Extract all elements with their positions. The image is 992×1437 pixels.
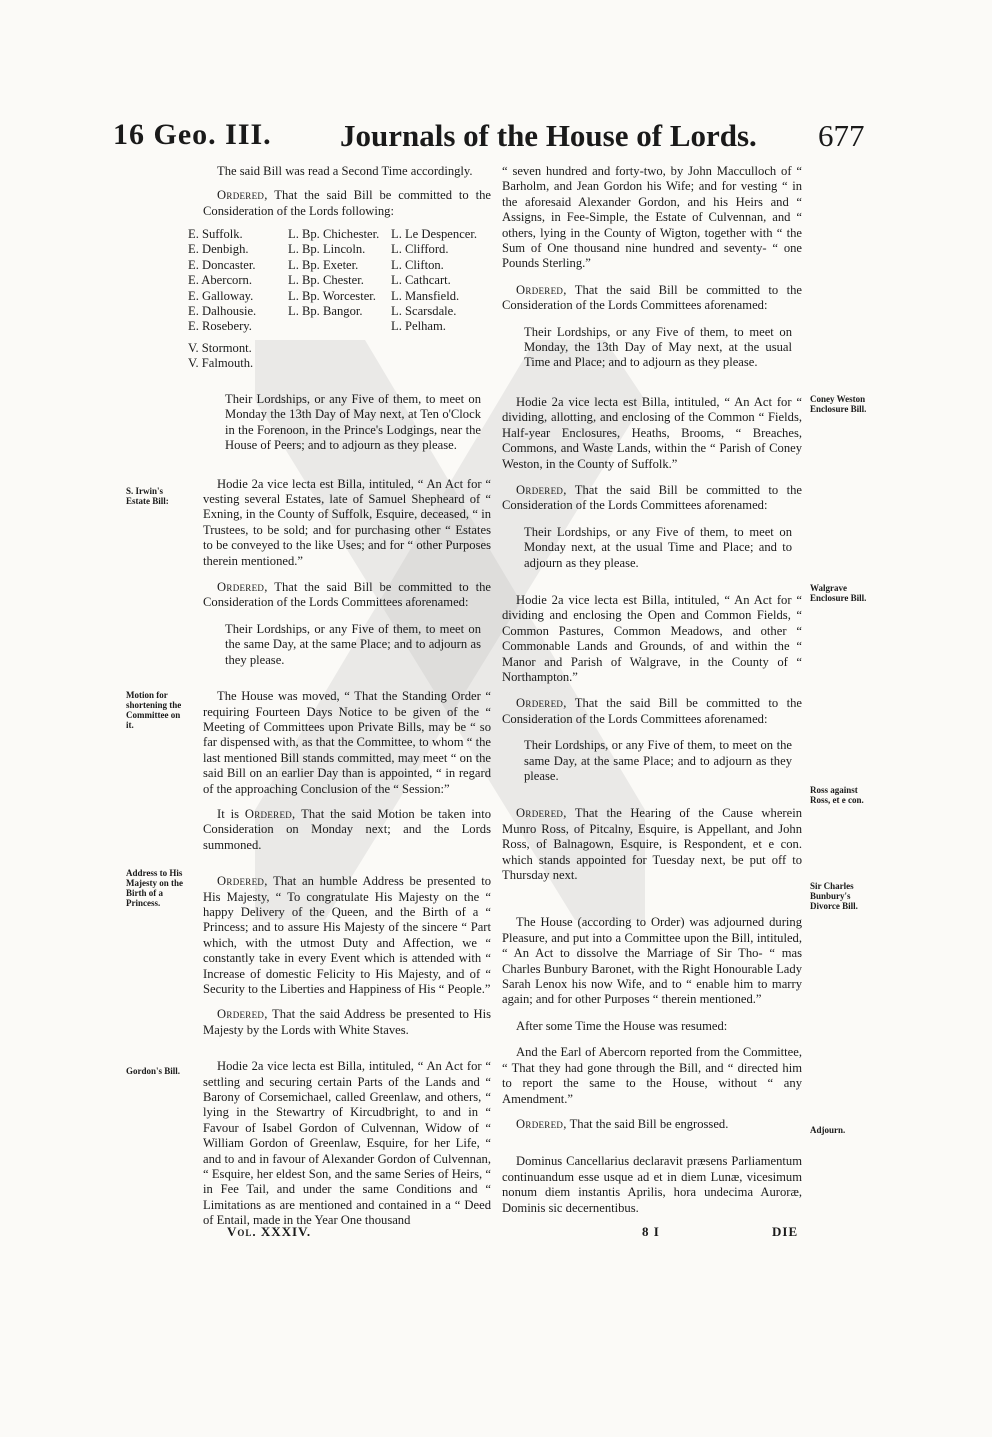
right-p2 — [502, 283, 802, 314]
ordered-label: Ordered, — [217, 1007, 268, 1022]
ordered-label: Ordered, — [516, 806, 567, 821]
lord-entry: L. Bp. Exeter. — [288, 257, 359, 272]
lord-entry: L. Clifford. — [391, 242, 449, 257]
left-p1: The said Bill was read a Second Time accordingly. — [217, 164, 473, 178]
lord-entry: L. Bp. Chichester. — [288, 227, 380, 241]
lord-entry: L. Bp. Worcester. — [288, 288, 376, 303]
ordered-label: Ordered, — [217, 874, 268, 889]
margin-note-walgrave: Walgrave Enclosure Bill. — [810, 583, 867, 603]
margin-note-irwin: S. Irwin's Estate Bill: — [126, 486, 169, 506]
right-p14-text: That the said Bill be engrossed. — [566, 1116, 729, 1131]
left-p8-text: That the said Motion be taken into Consideration on Monday next; and the Lords summoned. — [203, 806, 492, 852]
lord-entry: E. Denbigh. — [188, 242, 249, 257]
lord-entry: L. Mansfield. — [391, 288, 460, 303]
footer-signature: 8 I — [642, 1224, 660, 1239]
footer-catchword: DIE — [772, 1224, 799, 1239]
lord-entry: E. Galloway. — [188, 288, 254, 303]
lord-entry: L. Bp. Lincoln. — [288, 242, 366, 257]
right-p14 — [502, 1117, 802, 1132]
lord-entry: V. Falmouth. — [188, 356, 254, 371]
right-p6: Their Lordships, or any Five of them, to meet on Monday next, at the usual Time and Place; and to adjourn as they please. — [524, 524, 792, 570]
left-p7: The House was moved, “ That the Standing Order “ requiring Fourteen Days Notice to be given of the “ Meeting of Committees upon Private Bills, may be “ so far dispensed with, as that the Committee, to whom “ the last mentioned Bill stands committed, may meet “ on the said Bill on an earlier Day than is appointed, “ in regard of the approaching Conclusion of the “ Session:” — [203, 689, 491, 796]
lord-entry: L. Cathcart. — [391, 273, 451, 288]
left-p2-text: That the said Bill be committed to the Consideration of the Lords following: — [203, 188, 491, 218]
right-p1: “ seven hundred and forty-two, by John Macculloch of “ Barholm, and Jean Gordon his Wife; and for vesting “ in the aforesaid Alexander Gordon, and his Heirs and “ Assigns, in Fee-Simple, the Estate of Culvennan, and “ others, lying in the County of Wigton, together with “ the Sum of One thousand nine hundred and seventy- “ one Pounds Sterling.” — [502, 164, 802, 271]
ordered-label: Ordered, — [516, 1116, 567, 1131]
right-p13: And the Earl of Abercorn reported from the Committee, “ That they had gone through the Bill, and “ directed him to report the same to the House, without “ any Amendment.” — [502, 1045, 802, 1106]
left-p6: Their Lordships, or any Five of them, to meet on the same Day, at the same Place; and to adjourn as they please. — [225, 621, 481, 667]
left-column — [203, 164, 491, 219]
lord-entry: E. Rosebery. — [188, 319, 252, 334]
lord-entry: L. Pelham. — [391, 319, 446, 334]
right-p5-text: That the said Bill be committed to the Consideration of the Lords Committees aforenamed: — [502, 482, 802, 513]
lord-entry: L. Le Despencer. — [391, 227, 478, 241]
right-p11: The House (according to Order) was adjourned during Pleasure, and put into a Committee upon the Bill, intituled, “ An Act to dissolve the Marriage of Sir Tho- “ mas Charles Bunbury Baronet, with the Right Honourable Lady Sarah Lenox his now Wife, and to “ enable him to marry again; and for other Purposes “ therein mentioned.” — [502, 915, 802, 1007]
left-p8 — [203, 807, 491, 853]
lords-barons — [391, 227, 501, 335]
left-p11: Hodie 2a vice lecta est Billa, intituled, “ An Act for “ settling and securing certain Parts of the Lands and “ Barony of Corsemichael, called Greenlaw, and others, “ lying in the Stewartry of Kircudbright, to and in “ Favour of Isabel Gordon of Culvennan, Widow of “ William Gordon of Greenlaw, Esquire, for her Life, “ and to and in favour of Alexander Gordon of Culvennan, “ Esquire, her eldest Son, and the same Series of Heirs, “ in Fee Tail, and under the same Conditions and “ Limitations as are mentioned and contained in a “ Deed of Entail, made in the Year One thousand — [203, 1059, 491, 1228]
lord-entry: E. Abercorn. — [188, 273, 252, 288]
ordered-label: Ordered, — [516, 696, 567, 711]
lords-earls — [188, 227, 288, 372]
right-p15: Dominus Cancellarius declaravit præsens Parliamentum continuandum esse usque ad et in diem Lunæ, vicesimum nonum diem instantis Aprilis, hora undecima Auroræ, Dominis sic decernentibus. — [502, 1154, 802, 1215]
margin-note-bunbury: Sir Charles Bunbury's Divorce Bill. — [810, 881, 858, 911]
lord-entry: E. Suffolk. — [188, 227, 243, 241]
margin-note-ross: Ross against Ross, et e con. — [810, 785, 864, 805]
lords-bishops — [288, 227, 398, 319]
left-p9-text: That an humble Address be presented to His Majesty, “ To congratulate His Majesty on the “ happy Delivery of the Queen, and the Birth of a “ Princess; and to assure His Majesty of the sincere “ Part which, with the utmost Duty and Affection, we “ constantly take in every Event which is attended with “ Increase of domestic Felicity to His Majesty, and of “ Security to the Liberties and Happiness of His “ People.” — [203, 874, 491, 996]
left-p5-text: That the said Bill be committed to the Consideration of the Lords Committees aforenamed: — [203, 580, 491, 610]
running-header — [0, 118, 992, 158]
lord-entry: L. Bp. Bangor. — [288, 304, 363, 319]
left-p2 — [203, 188, 491, 219]
header-regnal-year: 16 Geo. III. — [113, 118, 272, 151]
right-p2-text: That the said Bill be committed to the Consideration of the Lords Committees aforenamed: — [502, 282, 802, 313]
margin-note-coney: Coney Weston Enclosure Bill. — [810, 394, 867, 414]
margin-note-adjourn: Adjourn. — [810, 1125, 846, 1135]
lord-entry: V. Stormont. — [188, 340, 252, 355]
right-p12: After some Time the House was resumed: — [516, 1018, 728, 1033]
right-p5 — [502, 483, 802, 514]
header-title: Journals of the House of Lords. — [340, 118, 757, 153]
margin-note-gordon: Gordon's Bill. — [126, 1066, 181, 1076]
footer-volume: Vol. XXXIV. — [227, 1224, 312, 1239]
right-p9: Their Lordships, or any Five of them, to meet on the same Day, at the same Place; and to adjourn as they please. — [524, 738, 792, 783]
right-p10 — [502, 806, 802, 883]
ordered-label: Ordered, — [516, 282, 567, 297]
left-p4: Hodie 2a vice lecta est Billa, intituled, “ An Act for “ vesting several Estates, late of Samuel Shepheard of “ Exning, in the County of Suffolk, Esquire, deceased, “ in Trustees, to be sold; and for purchasing other “ Estates to be conveyed to the like Uses; and for “ other Purposes therein mentioned.” — [203, 476, 491, 568]
left-p3: Their Lordships, or any Five of them, to meet on Monday the 13th Day of May next, at Ten o'Clock in the Forenoon, in the Prince's Lodgings, near the House of Peers; and to adjourn as they please. — [225, 392, 481, 453]
right-p4: Hodie 2a vice lecta est Billa, intituled, “ An Act for “ dividing, allotting, and enclosing of the Common “ Fields, Half-year Enclosures, Heaths, Brooms, “ Breaches, Commons, and Waste Lands, within the “ Parish of Coney Weston, in the County of Suffolk.” — [502, 394, 802, 471]
ordered-label: Ordered, — [244, 806, 296, 821]
ordered-label: Ordered, — [217, 188, 268, 203]
lord-entry: E. Dalhousie. — [188, 304, 257, 319]
right-column — [502, 164, 802, 1216]
lord-entry: L. Clifton. — [391, 257, 444, 272]
lord-entry: L. Bp. Chester. — [288, 273, 364, 288]
right-p3: Their Lordships, or any Five of them, to meet on Monday, the 13th Day of May next, at the usual Time and Place; and to adjourn as they please. — [524, 324, 792, 370]
right-p8-text: That the said Bill be committed to the Consideration of the Lords Committees aforenamed: — [502, 696, 802, 726]
lord-entry: L. Scarsdale. — [391, 304, 457, 319]
margin-note-motion: Motion for shortening the Committee on it. — [126, 690, 182, 730]
left-p10 — [203, 1007, 491, 1038]
ordered-label: Ordered, — [516, 482, 567, 497]
header-page-number: 677 — [818, 118, 865, 153]
ordered-label: Ordered, — [217, 580, 268, 595]
left-p5 — [203, 580, 491, 611]
right-p10-text: That the Hearing of the Cause wherein Munro Ross, of Pitcalny, Esquire, is Appellant, and John Ross, of Balnagown, Esquire, is Respondent, et e con. which stands appointed for Tuesday next, be put off to Thursday next. — [502, 806, 802, 883]
right-p7: Hodie 2a vice lecta est Billa, intituled, “ An Act for “ dividing and enclosing the Open and Common Fields, “ Common Pastures, Common Meadows, and other “ Commonable Lands and Grounds, of and within the “ Manor and Parish of Walgrave, in the County of “ Northampton.” — [502, 592, 802, 684]
left-p8-lead: It is — [217, 806, 245, 821]
left-column-lower — [203, 392, 491, 1229]
left-p10-text: That the said Address be presented to His Majesty by the Lords with White Staves. — [203, 1007, 491, 1037]
right-p8 — [502, 696, 802, 727]
margin-note-address: Address to His Majesty on the Birth of a Princess. — [126, 868, 183, 908]
left-p9 — [203, 874, 491, 997]
lord-entry: E. Doncaster. — [188, 257, 256, 272]
